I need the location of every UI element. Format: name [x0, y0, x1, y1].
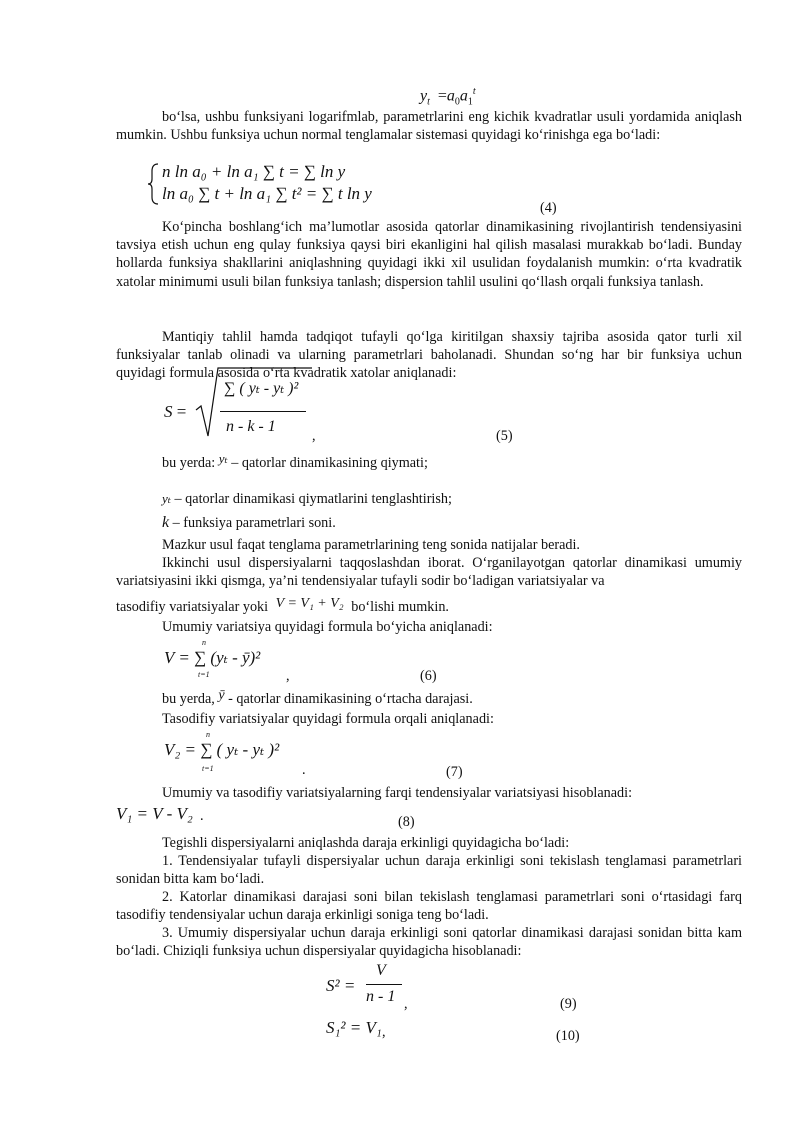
equation-5-denominator: n - k - 1 [226, 418, 276, 435]
paragraph-3: Mantiqiy tahlil hamda tadqiqot tufayli qo‘lga kiritilgan shaxsiy tajriba asosida qator turli xil funksiyalar tanlab olinadi va ularning parametrlari baholanadi. Shundan so‘ng har bir funksiya uchun quyidagi formula asosida o‘rta kvadratik xatolar aniqlanadi: [116, 329, 742, 382]
equation-6-number: (6) [420, 668, 437, 684]
definition-k: k – funksiya parametrlari soni. [162, 514, 336, 531]
paragraph-5: Ikkinchi usul dispersiyalarni taqqoslashdan iborat. O‘rganilayotgan qatorlar dinamikasi umumiy variatsiyasini ikki qismga, ya’ni tendensiyalar tufayli sodir bo‘ladigan variatsiyalar va [116, 555, 742, 590]
equation-4-line-2: ln a₀ ∑ t + ln a₁ ∑ t² = ∑ t ln y [162, 184, 372, 203]
equation-8-number: (8) [398, 814, 415, 830]
paragraph-7: Tasodifiy variatsiyalar quyidagi formula orqali aniqlanadi: [162, 711, 494, 727]
equation-5-lhs: S = [164, 402, 187, 421]
equation-3: $y_t =a_0a_1^t$ [420, 86, 476, 108]
equation-9-denominator: n - 1 [366, 988, 396, 1005]
equation-7-dot: . [302, 762, 306, 778]
equation-10: S₁² = V₁ [326, 1018, 382, 1037]
equation-10-number: (10) [556, 1028, 580, 1044]
equation-9-number: (9) [560, 996, 577, 1012]
paragraph-9: Tegishli dispersiyalarni aniqlashda daraja erkinligi quyidagicha bo‘ladi: [162, 835, 570, 851]
list-item-2: 2. Katorlar dinamikasi darajasi soni bilan tekislash tenglamasi parametrlari soni o‘rtasidagi farq tasodifiy tendensiyalar uchun daraja erkinligi soniga teng bo‘ladi. [116, 889, 742, 924]
equation-5-fraction-bar [220, 411, 306, 412]
equation-5-comma: , [312, 428, 316, 444]
equation-7: V₂ = ∑ ( yₜ - yₜ )² [164, 740, 280, 759]
equation-5-numerator: ∑ ( yₜ - yₜ )² [224, 380, 299, 397]
equation-6-comma: , [286, 668, 290, 684]
list-item-1: 1. Tendensiyalar tufayli dispersiyalar uchun daraja erkinligi soni tekislash tenglamasi parametrlari sonidan bitta kam bo‘ladi. [116, 853, 742, 888]
equation-7-number: (7) [446, 764, 463, 780]
paragraph-5-last-line: tasodifiy variatsiyalar yoki V = V₁ + V₂ bo‘lishi mumkin. [116, 596, 449, 615]
eq6-sum-top: n [202, 638, 206, 647]
list-item-3: 3. Umumiy dispersiyalar uchun daraja erkinligi soni qatorlar dinamikasi darajasi sonidan bitta kam bo‘ladi. Chiziqli funksiya uchun dispersiyalar quyidagicha hisoblanadi: [116, 925, 742, 960]
paragraph-8: Umumiy va tasodifiy variatsiyalarning farqi tendensiyalar variatsiyasi hisoblanadi: [162, 785, 633, 801]
equation-10-comma: , [382, 1024, 386, 1040]
equation-9-lhs: S² = [326, 976, 356, 995]
definition-ybar: bu yerda, ȳ - qatorlar dinamikasining o‘rtacha darajasi. [162, 688, 473, 707]
eq7-sum-top: n [206, 730, 210, 739]
equation-8-dot: . [200, 808, 204, 824]
equation-8: V₁ = V - V₂ [116, 804, 193, 823]
equation-9-numerator: V [376, 962, 386, 979]
equation-9-fraction-bar [366, 984, 402, 985]
paragraph-1: bo‘lsa, ushbu funksiyani logarifmlab, parametrlarini eng kichik kvadratlar usuli yordamida aniqlash mumkin. Ushbu funksiya uchun normal tenglamalar sistemasi quyidagi ko‘rinishga ega bo‘ladi: [116, 109, 742, 144]
definition-yt: bu yerda: yₜ – qatorlar dinamikasining qiymati; [162, 451, 428, 471]
equation-9-comma: , [404, 996, 408, 1012]
equation-5-number: (5) [496, 428, 513, 444]
equation-6: V = ∑ (yₜ - ȳ)² [164, 648, 261, 667]
paragraph-6: Umumiy variatsiya quyidagi formula bo‘yicha aniqlanadi: [162, 619, 493, 635]
paragraph-4: Mazkur usul faqat tenglama parametrlarining teng sonida natijalar beradi. [162, 537, 580, 553]
equation-4-number: (4) [540, 200, 557, 216]
definition-yt-hat: yₜ – qatorlar dinamikasi qiymatlarini tenglashtirish; [162, 491, 452, 507]
eq7-sum-bottom: t=1 [202, 764, 214, 773]
equation-4-line-1: n ln a₀ + ln a₁ ∑ t = ∑ ln y [162, 162, 346, 181]
paragraph-2: Ko‘pincha boshlang‘ich ma’lumotlar asosida qatorlar dinamikasining rivojlantirish tendensiyasini tavsiya etish uchun eng qulay funksiya qaysi biri ekanligini hal qilish masalasi murakkab bo‘ladi. Bunday hollarda funksiya shakllarini aniqlashning quyidagi ikki xil usulidan foydalanish mumkin: o‘rta kvadratik xatolar minimumi usuli bilan funksiya tanlash; dispersion tahlil usulini qo‘llash orqali funksiya tanlash. [116, 219, 742, 290]
system-brace [148, 163, 160, 205]
eq6-sum-bottom: t=1 [198, 670, 210, 679]
